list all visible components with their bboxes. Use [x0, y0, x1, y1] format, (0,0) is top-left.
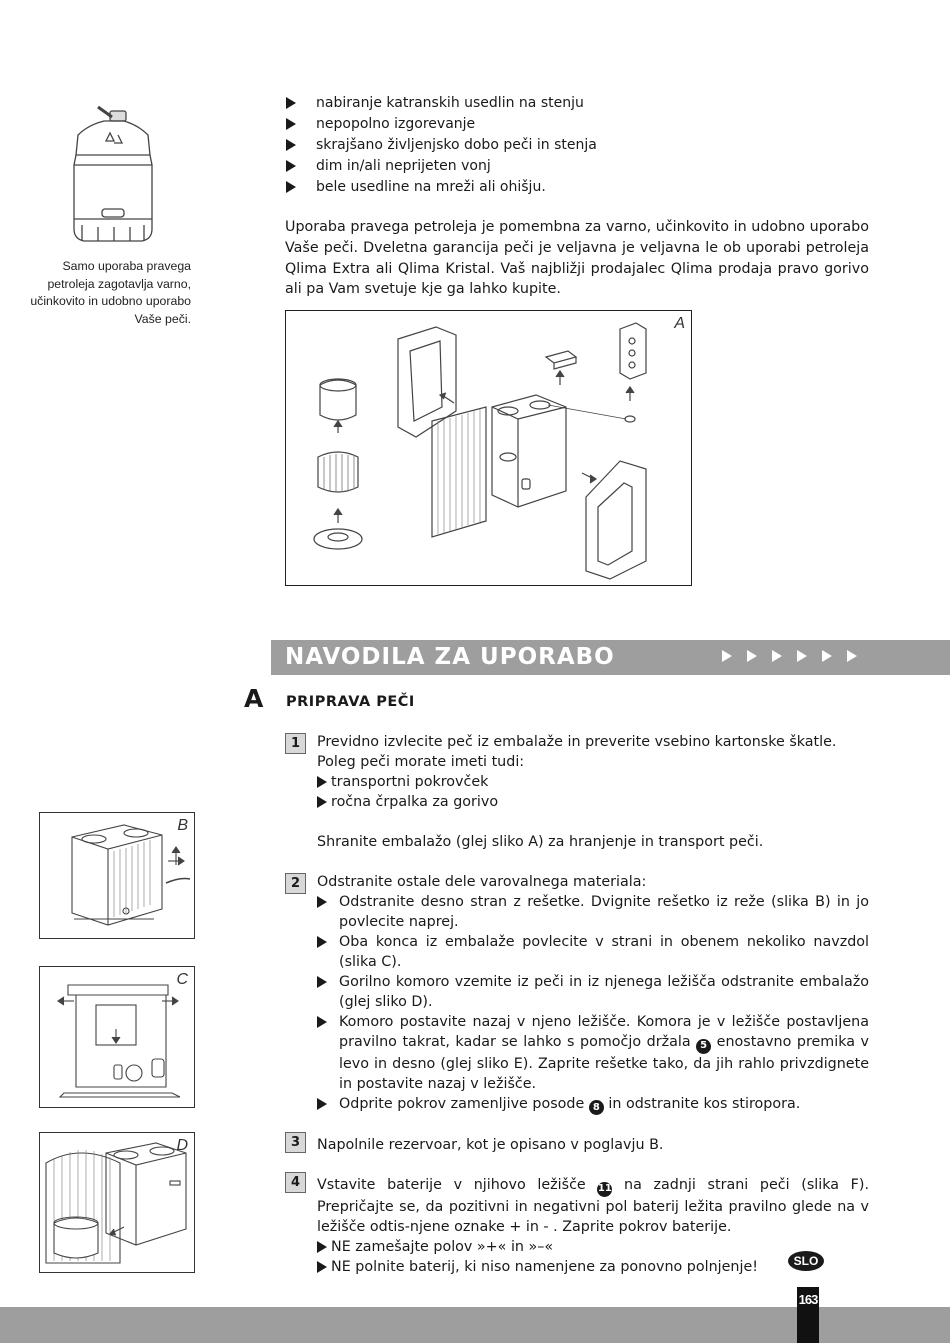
part-number-badge: 11: [597, 1182, 612, 1197]
banner-arrows: [722, 650, 857, 662]
bottle-caption: Samo uporaba pravega petroleja zagotavlja varno, učinkovito in udobno uporabo Vaše peči.: [30, 259, 191, 326]
figure-label: D: [176, 1137, 188, 1154]
step-number: 4: [285, 1172, 306, 1193]
language-badge: SLO: [788, 1251, 824, 1271]
step-number: 3: [285, 1132, 306, 1153]
exploded-heater-illustration: [286, 311, 690, 583]
figure-d: [39, 1132, 195, 1273]
bullet-arrow-icon: [317, 896, 327, 908]
page-number: 163: [798, 1292, 818, 1307]
arrow-right-icon: [772, 650, 782, 662]
section-title: PRIPRAVA PEČI: [286, 694, 415, 710]
bullet-arrow-icon: [317, 796, 327, 808]
bullet-arrow-icon: [286, 139, 296, 151]
bullet-arrow-icon: [317, 936, 327, 948]
figure-c: [39, 966, 195, 1108]
bullet-arrow-icon: [317, 1098, 327, 1110]
list-item: nepopolno izgorevanje: [286, 114, 886, 135]
heater-grill-illustration: [40, 813, 194, 938]
list-item: nabiranje katranskih usedlin na stenju: [286, 93, 886, 114]
part-number-badge: 5: [696, 1039, 711, 1054]
bullet-arrow-icon: [286, 118, 296, 130]
consequence-list: [286, 93, 886, 197]
figure-label: C: [176, 971, 188, 988]
list-item: dim in/ali neprijeten vonj: [286, 155, 886, 176]
step-1: Previdno izvlecite peč iz embalaže in preverite vsebino kartonske škatle. Poleg peči morate imeti tudi: transportni pokrovček ročna črpalka za gorivo Shranite embalažo (glej sliko A) za hranjenje in transport peči.: [317, 732, 869, 852]
step-number: 1: [285, 733, 306, 754]
figure-b: [39, 812, 195, 939]
section-letter: A: [244, 684, 264, 713]
arrow-right-icon: [722, 650, 732, 662]
bullet-arrow-icon: [317, 1241, 327, 1253]
arrow-right-icon: [797, 650, 807, 662]
banner-title: NAVODILA ZA UPORABO: [285, 644, 615, 670]
figure-a-exploded-view: [285, 310, 692, 586]
list-item: Odstranite desno stran z rešetke. Dvignite rešetko iz reže (slika B) in jo povlecite naprej.: [317, 892, 869, 932]
steps-body: [317, 732, 869, 1277]
bullet-arrow-icon: [286, 97, 296, 109]
list-item: NE polnite baterij, ki niso namenjene za ponovno polnjenje!: [317, 1257, 869, 1277]
heater-packaging-illustration: [40, 967, 194, 1107]
list-item: Oba konca iz embalaže povlecite v strani in obenem nekoliko navzdol (slika C).: [317, 932, 869, 972]
bullet-arrow-icon: [317, 1261, 327, 1273]
step-2: Odstranite ostale dele varovalnega materiala: Odstranite desno stran z rešetke. Dvignite rešetko iz reže (slika B) in jo povlecite naprej. Oba konca iz embalaže povlecite v strani in obenem nekoliko navzdol (slika C). Gorilno komoro vzemite iz peči in iz njenega ležišča odstranite embalažo (glej sliko D). Komoro postavite nazaj v njeno ležišče. Komora je v ležišče postavljena pravilno takrat, kadar se lahko s pomočjo držala 5 enostavno premika v levo in desno (glej sliko E). Zaprite rešetke tako, da jih rahlo privzdignete in postavite nazaj v ležišče. Odprite pokrov zamenljive posode 8 in odstranite kos stiropora.: [317, 872, 869, 1115]
list-item: ročna črpalka za gorivo: [317, 792, 869, 812]
list-item: NE zamešajte polov »+« in »–«: [317, 1237, 869, 1257]
bullet-arrow-icon: [286, 181, 296, 193]
part-number-badge: 8: [589, 1100, 604, 1115]
arrow-right-icon: [847, 650, 857, 662]
bullet-arrow-icon: [317, 1016, 327, 1028]
step-3: Napolnile rezervoar, kot je opisano v poglavju B.: [317, 1137, 664, 1153]
list-item: transportni pokrovček: [317, 772, 869, 792]
step-number: 2: [285, 873, 306, 894]
heater-burner-removal-illustration: [40, 1133, 194, 1272]
arrow-right-icon: [747, 650, 757, 662]
kerosene-bottle-illustration: [68, 105, 158, 247]
list-item: skrajšano življenjsko dobo peči in stenja: [286, 135, 886, 156]
list-item: Komoro postavite nazaj v njeno ležišče. Komora je v ležišče postavljena pravilno takrat, kadar se lahko s pomočjo držala 5 enostavno premika v levo in desno (glej sliko E). Zaprite rešetke tako, da jih rahlo privzdignete in postavite nazaj v ležišče.: [317, 1012, 869, 1094]
arrow-right-icon: [822, 650, 832, 662]
step-4: Vstavite baterije v njihovo ležišče 11 na zadnji strani peči (slika F). Prepričajte se, da pozitivni in negativni pol baterij ležita pravilno glede na v ležišče odtis-njene oznake + in - . Zaprite pokrov baterije. NE zamešajte polov »+« in »–« NE polnite baterij, ki niso namenjene za ponovno polnjenje!: [317, 1177, 870, 1275]
figure-label: B: [177, 817, 188, 834]
bullet-arrow-icon: [317, 776, 327, 788]
bullet-arrow-icon: [286, 160, 296, 172]
list-item: Gorilno komoro vzemite iz peči in iz njenega ležišča odstranite embalažo (glej sliko D).: [317, 972, 869, 1012]
bullet-arrow-icon: [317, 976, 327, 988]
list-item: Odprite pokrov zamenljive posode 8 in odstranite kos stiropora.: [317, 1094, 869, 1116]
list-item: bele usedline na mreži ali ohišju.: [286, 176, 886, 197]
figure-label: A: [674, 315, 685, 332]
intro-paragraph: Uporaba pravega petroleja je pomembna za varno, učinkovito in udobno uporabo Vaše peči. Dveletna garancija peči je veljavna je veljavna le ob uporabi petroleja Qlima Extra ali Qlima Kristal. Vaš najbližji prodajalec Qlima prodaja pravo gorivo ali pa Vam svetuje kje ga lahko kupite.: [285, 219, 869, 298]
